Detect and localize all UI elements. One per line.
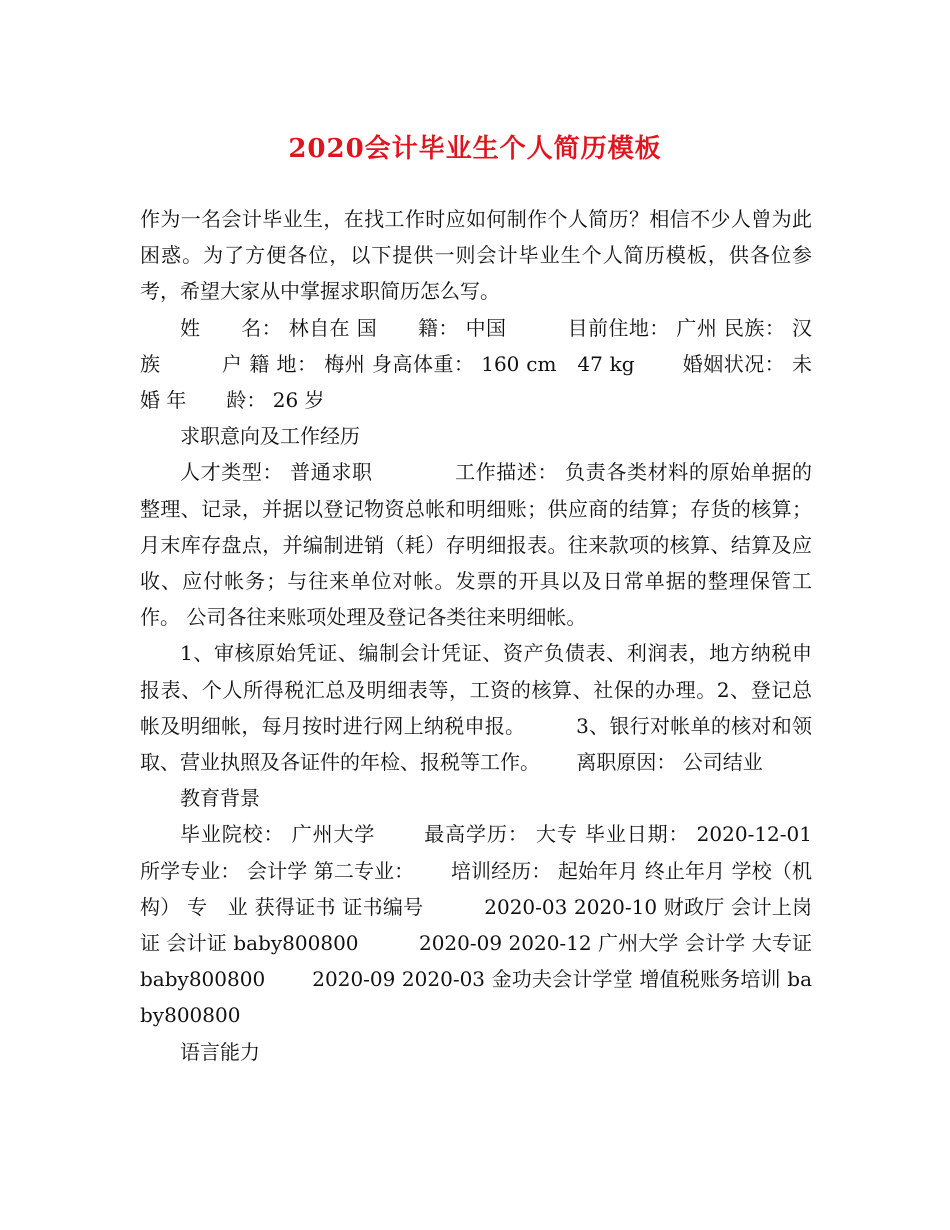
document-body (140, 201, 859, 1070)
page-title: 2020会计毕业生个人简历模板 (288, 134, 662, 164)
section-heading-language: 语言能力 (180, 1039, 260, 1064)
duties-paragraph: 1、审核原始凭证、编制会计凭证、资产负债表、利润表，地方纳税申报表、个人所得税汇总及明细表等，工资的核算、社保的办理。2、登记总帐及明细帐，每月按时进行网上纳税申报。 3、银行对帐单的核对和领取、营业执照及各证件的年检、报税等工作。 离职原因： 公司结业 (140, 641, 812, 775)
intro-paragraph: 作为一名会计毕业生，在找工作时应如何制作个人简历？相信不少人曾为此困惑。为了方便各位，以下提供一则会计毕业生个人简历模板，供各位参考，希望大家从中掌握求职简历怎么写。 (140, 207, 812, 304)
personal-info-paragraph: 姓 名： 林自在 国 籍： 中国 目前住地： 广州 民族： 汉族 户 籍 地： 梅州 身高体重： 160 cm 47 kg 婚姻状况： 未婚 年 龄： 26 岁 (140, 315, 812, 413)
job-description-paragraph: 人才类型： 普通求职 工作描述： 负责各类材料的原始单据的整理、记录，并据以登记物资总帐和明细账；供应商的结算；存货的核算；月末库存盘点，并编制进销（耗）存明细报表。往来款项的核算、结算及应收、应付帐务；与往来单位对帐。发票的开具以及日常单据的整理保管工作。 公司各往来账项处理及登记各类往来明细帐。 (140, 460, 812, 630)
section-heading-education: 教育背景 (180, 786, 260, 811)
education-paragraph: 毕业院校： 广州大学 最高学历： 大专 毕业日期： 2020-12-01 所学专业： 会计学 第二专业： 培训经历： 起始年月 终止年月 学校（机构） 专 业 获得证书 证书编号 2020-03 2020-10 财政厅 会计上岗证 会计证 baby800800 2020-09 2020-12 广州大学 会计学 大专证 baby800800 2020-09 2020-03 金功夫会计学堂 增值税账务培训 baby800800 (140, 822, 859, 1028)
section-heading-job: 求职意向及工作经历 (180, 424, 360, 449)
